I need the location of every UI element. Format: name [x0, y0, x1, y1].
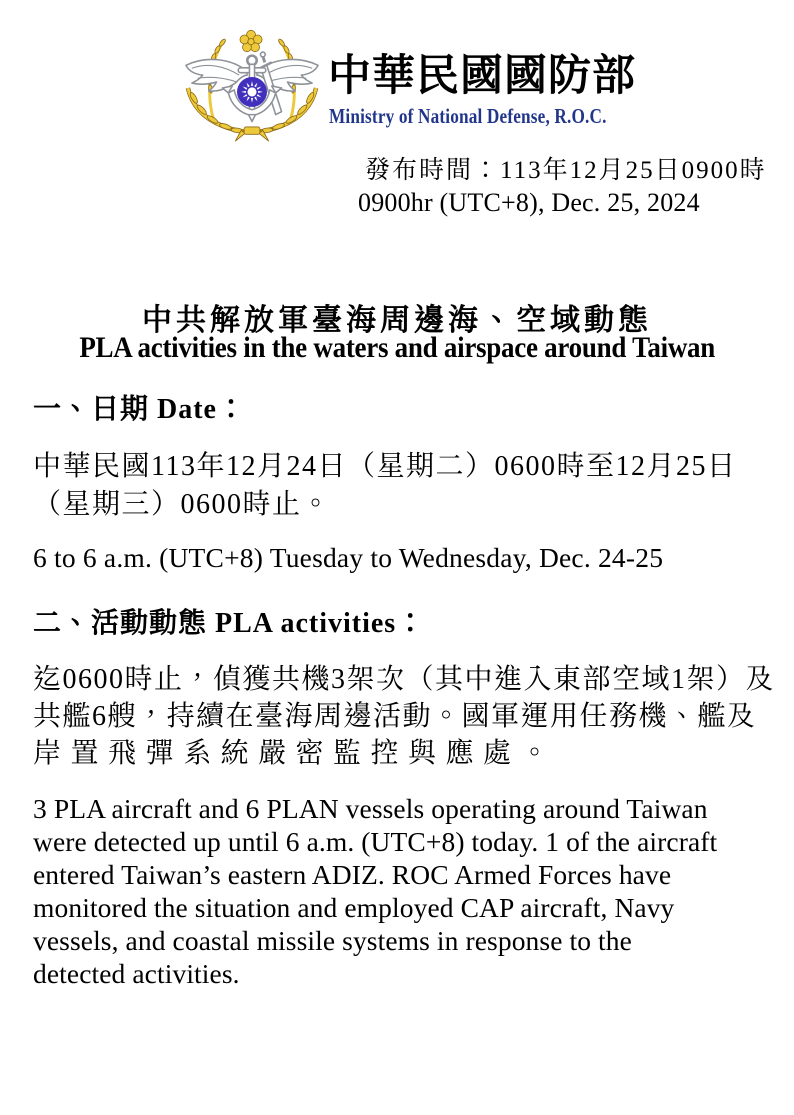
text-line: detected activities. [33, 958, 240, 989]
text-line: （星期三）0600時止。 [33, 489, 332, 520]
org-name-en [329, 104, 668, 129]
org-name-zh: 中華民國國防部 [328, 53, 636, 100]
section2-heading: 二、活動動態 PLA activities： [33, 608, 426, 639]
text-line: vessels, and coastal missile systems in response to the [33, 925, 632, 956]
text-line: 3 PLA aircraft and 6 PLAN vessels operating around Taiwan [33, 793, 708, 824]
org-name-en-text: Ministry of National Defense, R.O.C. [329, 104, 607, 128]
mnd-emblem [182, 26, 322, 148]
sun-icon [237, 77, 267, 107]
text-line: monitored the situation and employed CAP aircraft, Navy [33, 892, 675, 923]
plum-blossom-icon [240, 30, 262, 51]
release-time-zh: 發布時間：113年12月25日0900時 [365, 157, 767, 184]
text-line: were detected up until 6 a.m. (UTC+8) today. 1 of the aircraft [33, 826, 718, 857]
section1-paragraph-zh [33, 448, 766, 524]
text-line: entered Taiwan’s eastern ADIZ. ROC Armed Forces have [33, 859, 672, 890]
section2-paragraph-zh [33, 661, 776, 772]
text-line: 迄0600時止，偵獲共機3架次（其中進入東部空域1架）及 [33, 664, 776, 695]
release-time-en: 0900hr (UTC+8), Dec. 25, 2024 [358, 188, 700, 217]
section2-paragraph-en [33, 792, 766, 990]
release-time [358, 155, 767, 219]
text-line: 共艦6艘，持續在臺海周邊活動。國軍運用任務機、艦及 [33, 701, 757, 732]
section1-paragraph-en: 6 to 6 a.m. (UTC+8) Tuesday to Wednesday, Dec. 24-25 [33, 542, 664, 573]
text-line: 中華民國113年12月24日（星期二）0600時至12月25日 [33, 451, 737, 482]
section1-heading: 一、日期 Date： [33, 394, 246, 425]
doc-title-en-text: PLA activities in the waters and airspace around Taiwan [79, 331, 715, 364]
doc-title-zh: 中共解放軍臺海周邊海、空域動態 [142, 304, 652, 337]
text-line: 岸置飛彈系統嚴密監控與應處。 [33, 738, 559, 769]
doc-title-en [0, 331, 794, 365]
